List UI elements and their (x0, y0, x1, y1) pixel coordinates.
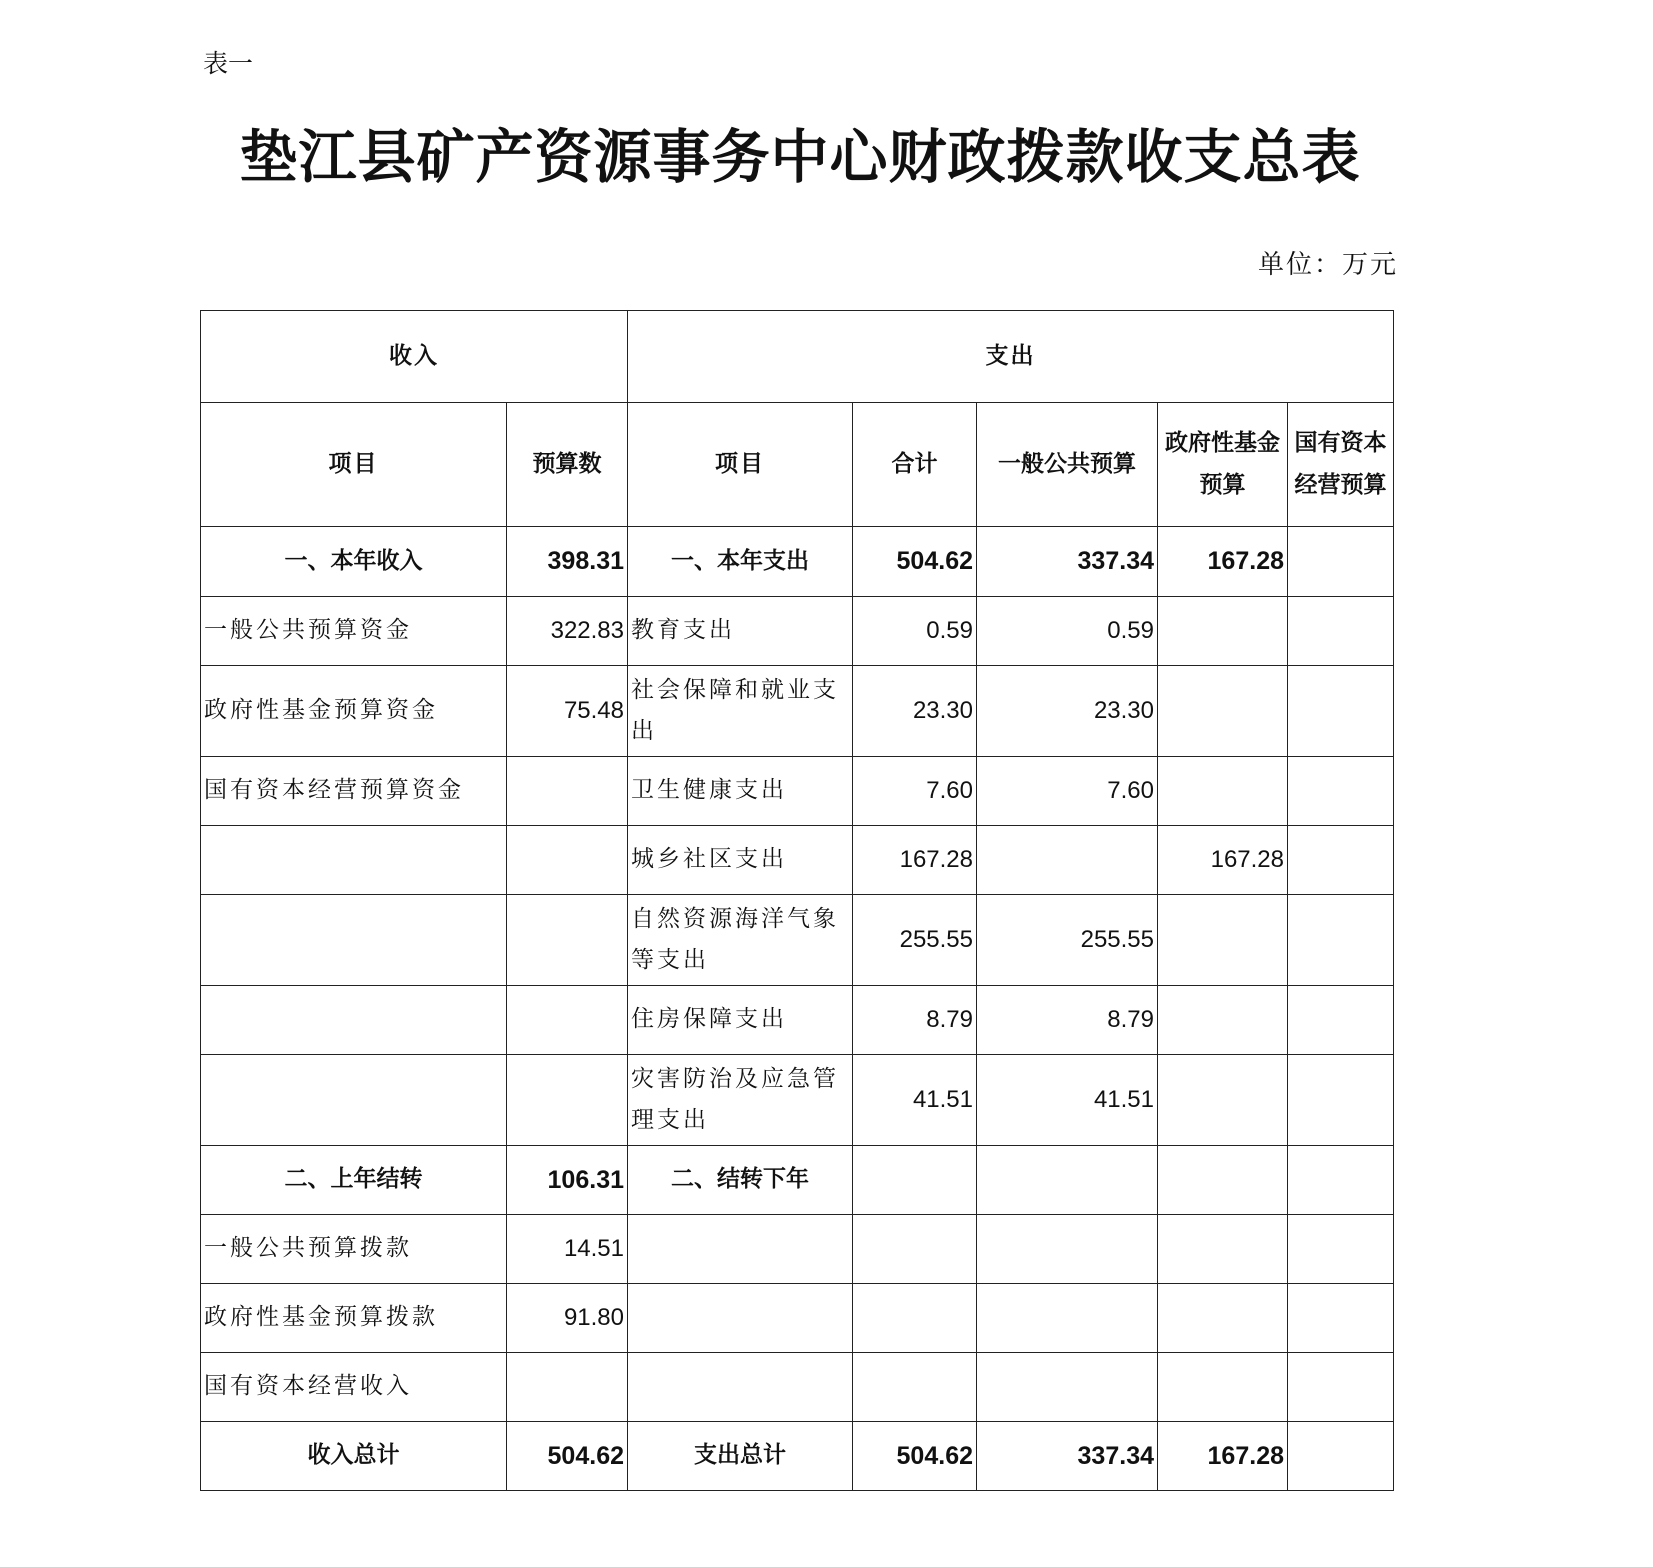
income-item-cell (201, 895, 507, 986)
state-capital-cell (1288, 1055, 1394, 1146)
expense-total-cell: 504.62 (853, 1422, 977, 1491)
income-item-cell: 政府性基金预算拨款 (201, 1284, 507, 1353)
gov-fund-cell (1158, 1215, 1288, 1284)
table-row (201, 1284, 1394, 1353)
income-budget-cell (507, 895, 628, 986)
general-budget-cell: 0.59 (977, 597, 1158, 666)
income-budget-cell: 91.80 (507, 1284, 628, 1353)
table-row (201, 826, 1394, 895)
table-row (201, 986, 1394, 1055)
gov-fund-cell (1158, 666, 1288, 757)
gov-fund-header: 政府性基金预算 (1158, 403, 1288, 527)
income-item-cell: 二、上年结转 (201, 1146, 507, 1215)
income-budget-cell (507, 1353, 628, 1422)
expense-total-cell: 7.60 (853, 757, 977, 826)
income-item-cell (201, 986, 507, 1055)
income-item-cell: 收入总计 (201, 1422, 507, 1491)
income-budget-cell: 75.48 (507, 666, 628, 757)
income-budget-cell: 14.51 (507, 1215, 628, 1284)
expense-total-cell (853, 1284, 977, 1353)
expense-item-cell (628, 1353, 853, 1422)
income-budget-cell: 322.83 (507, 597, 628, 666)
total-header: 合计 (853, 403, 977, 527)
general-budget-cell: 41.51 (977, 1055, 1158, 1146)
income-budget-cell: 504.62 (507, 1422, 628, 1491)
state-capital-cell (1288, 1146, 1394, 1215)
income-item-header: 项目 (201, 403, 507, 527)
expense-item-cell: 一、本年支出 (628, 527, 853, 597)
expense-total-cell (853, 1353, 977, 1422)
state-capital-cell (1288, 1215, 1394, 1284)
general-budget-cell: 337.34 (977, 1422, 1158, 1491)
table-row (201, 895, 1394, 986)
expense-item-cell: 自然资源海洋气象等支出 (628, 895, 853, 986)
income-item-cell: 一、本年收入 (201, 527, 507, 597)
general-budget-cell: 337.34 (977, 527, 1158, 597)
general-budget-cell: 7.60 (977, 757, 1158, 826)
expense-item-cell: 灾害防治及应急管理支出 (628, 1055, 853, 1146)
table-number-label: 表一 (203, 49, 254, 78)
state-capital-cell (1288, 666, 1394, 757)
gov-fund-cell (1158, 1055, 1288, 1146)
table-row (201, 1353, 1394, 1422)
expense-total-cell (853, 1146, 977, 1215)
income-budget-cell: 106.31 (507, 1146, 628, 1215)
table-row (201, 757, 1394, 826)
general-budget-cell: 23.30 (977, 666, 1158, 757)
expense-item-cell: 支出总计 (628, 1422, 853, 1491)
income-item-cell (201, 826, 507, 895)
state-capital-cell (1288, 986, 1394, 1055)
expense-total-cell: 8.79 (853, 986, 977, 1055)
general-budget-cell (977, 1353, 1158, 1422)
state-capital-cell (1288, 1353, 1394, 1422)
general-budget-cell (977, 826, 1158, 895)
income-item-cell: 一般公共预算拨款 (201, 1215, 507, 1284)
expense-total-cell: 167.28 (853, 826, 977, 895)
income-budget-cell (507, 757, 628, 826)
general-budget-cell (977, 1146, 1158, 1215)
income-budget-cell (507, 986, 628, 1055)
income-budget-cell: 398.31 (507, 527, 628, 597)
expense-item-cell: 社会保障和就业支出 (628, 666, 853, 757)
income-budget-cell (507, 1055, 628, 1146)
state-capital-cell (1288, 527, 1394, 597)
table-row (201, 666, 1394, 757)
income-item-cell: 政府性基金预算资金 (201, 666, 507, 757)
gov-fund-cell (1158, 1284, 1288, 1353)
general-budget-cell (977, 1215, 1158, 1284)
state-capital-cell (1288, 826, 1394, 895)
table-row (201, 597, 1394, 666)
state-capital-cell (1288, 597, 1394, 666)
table-row (201, 1215, 1394, 1284)
expense-total-cell: 23.30 (853, 666, 977, 757)
gov-fund-cell (1158, 757, 1288, 826)
table-row (201, 1146, 1394, 1215)
general-budget-cell: 255.55 (977, 895, 1158, 986)
header-row-top (201, 311, 1394, 403)
gov-fund-cell: 167.28 (1158, 527, 1288, 597)
gov-fund-cell (1158, 597, 1288, 666)
general-budget-header: 一般公共预算 (977, 403, 1158, 527)
table-row (201, 527, 1394, 597)
income-item-cell (201, 1055, 507, 1146)
expense-item-cell: 二、结转下年 (628, 1146, 853, 1215)
income-item-cell: 国有资本经营预算资金 (201, 757, 507, 826)
income-budget-cell (507, 826, 628, 895)
gov-fund-cell (1158, 1146, 1288, 1215)
expense-item-cell: 住房保障支出 (628, 986, 853, 1055)
expense-item-cell (628, 1284, 853, 1353)
expense-item-cell: 城乡社区支出 (628, 826, 853, 895)
expense-total-cell (853, 1215, 977, 1284)
expense-total-cell: 255.55 (853, 895, 977, 986)
income-item-cell: 国有资本经营收入 (201, 1353, 507, 1422)
expense-item-cell (628, 1215, 853, 1284)
expense-item-cell: 教育支出 (628, 597, 853, 666)
income-header: 收入 (201, 311, 628, 403)
state-capital-cell (1288, 1284, 1394, 1353)
gov-fund-cell: 167.28 (1158, 826, 1288, 895)
state-capital-cell (1288, 757, 1394, 826)
gov-fund-cell (1158, 986, 1288, 1055)
state-capital-cell (1288, 1422, 1394, 1491)
general-budget-cell (977, 1284, 1158, 1353)
expense-total-cell: 504.62 (853, 527, 977, 597)
expense-item-header: 项目 (628, 403, 853, 527)
table-row (201, 1055, 1394, 1146)
budget-summary-table (200, 310, 1394, 1491)
header-row-columns (201, 403, 1394, 527)
gov-fund-cell: 167.28 (1158, 1422, 1288, 1491)
budget-header: 预算数 (507, 403, 628, 527)
page-title: 垫江县矿产资源事务中心财政拨款收支总表 (239, 123, 1361, 191)
table-row (201, 1422, 1394, 1491)
state-capital-header: 国有资本经营预算 (1288, 403, 1394, 527)
income-item-cell: 一般公共预算资金 (201, 597, 507, 666)
general-budget-cell: 8.79 (977, 986, 1158, 1055)
expense-total-cell: 41.51 (853, 1055, 977, 1146)
expense-header: 支出 (628, 311, 1394, 403)
gov-fund-cell (1158, 895, 1288, 986)
expense-item-cell: 卫生健康支出 (628, 757, 853, 826)
unit-label: 单位：万元 (1257, 250, 1398, 280)
state-capital-cell (1288, 895, 1394, 986)
gov-fund-cell (1158, 1353, 1288, 1422)
expense-total-cell: 0.59 (853, 597, 977, 666)
